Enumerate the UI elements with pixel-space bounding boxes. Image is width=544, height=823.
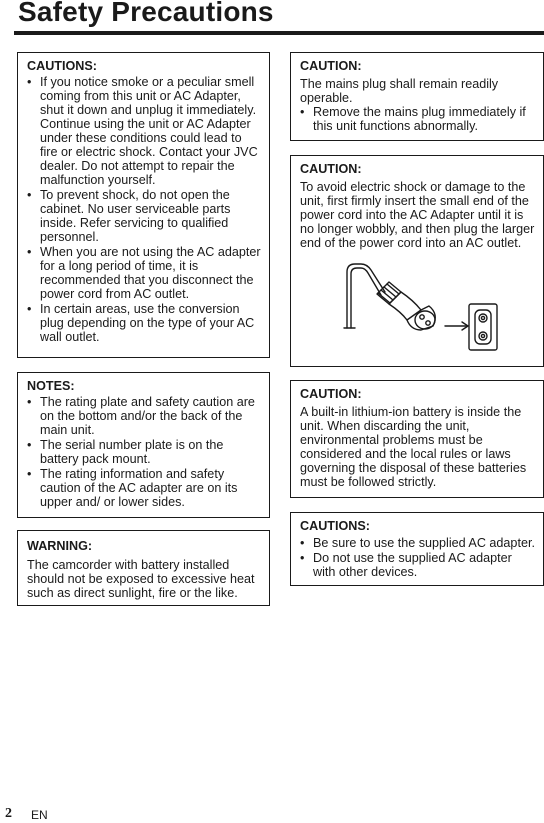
list-item: • When you are not using the AC adapter for a long period of time, it is recommended that you disconnect the power cord from AC outlet. — [27, 245, 262, 301]
notes-list — [27, 395, 262, 509]
list-item: • The serial number plate is on the battery pack mount. — [27, 438, 262, 466]
page-number: 2 — [5, 806, 12, 821]
list-item: • The rating plate and safety caution are on the bottom and/or the back of the main unit. — [27, 395, 262, 437]
power-cord-plug-illustration — [341, 254, 501, 358]
adapter-box — [290, 512, 544, 586]
cautions-list — [27, 75, 262, 344]
mains-plug-list — [300, 105, 536, 133]
list-item: • In certain areas, use the conversion plug depending on the type of your AC wall outlet. — [27, 302, 262, 344]
list-item: • Be sure to use the supplied AC adapter. — [300, 536, 536, 550]
cautions-heading: CAUTIONS: — [27, 59, 97, 73]
list-item: • Remove the mains plug immediately if this unit functions abnormally. — [300, 105, 536, 133]
mains-plug-heading: CAUTION: — [300, 59, 362, 73]
list-item: • Do not use the supplied AC adapter with other devices. — [300, 551, 536, 579]
mains-plug-box — [290, 52, 544, 141]
battery-heading: CAUTION: — [300, 387, 362, 401]
warning-text: The camcorder with battery installed should not be exposed to excessive heat such as direct sunlight, fire or the like. — [27, 558, 255, 600]
power-cord-box — [290, 155, 544, 367]
list-item: • To prevent shock, do not open the cabinet. No user serviceable parts inside. Refer servicing to qualified personnel. — [27, 188, 262, 244]
adapter-list — [300, 536, 536, 579]
battery-text: A built-in lithium-ion battery is inside the unit. When discarding the unit, environmental problems must be considered and the local rules or laws governing the disposal of these batteries must be followed strictly. — [300, 405, 527, 489]
title-rule — [14, 31, 544, 35]
power-cord-heading: CAUTION: — [300, 162, 362, 176]
mains-plug-text: The mains plug shall remain readily operable. — [300, 77, 499, 105]
warning-heading: WARNING: — [27, 539, 93, 553]
notes-heading: NOTES: — [27, 379, 75, 393]
notes-box — [17, 372, 270, 518]
battery-box — [290, 380, 544, 498]
language-label: EN — [31, 808, 48, 822]
cautions-box — [17, 52, 270, 358]
warning-box — [17, 530, 270, 606]
power-cord-text: To avoid electric shock or damage to the unit, first firmly insert the small end of the power cord into the AC Adapter until it is no longer wobbly, and then plug the larger end of the power cord into an AC outlet. — [300, 180, 535, 250]
list-item: • If you notice smoke or a peculiar smell coming from this unit or AC Adapter, shut it down and unplug it immediately. Continue using the unit or AC Adapter under these conditions could lead to fire or electric shock. Contact your JVC dealer. Do not attempt to repair the malfunction yourself. — [27, 75, 262, 187]
list-item: • The rating information and safety caution of the AC adapter are on its upper and/ or lower sides. — [27, 467, 262, 509]
adapter-heading: CAUTIONS: — [300, 519, 370, 533]
page-title: Safety Precautions — [18, 0, 274, 27]
